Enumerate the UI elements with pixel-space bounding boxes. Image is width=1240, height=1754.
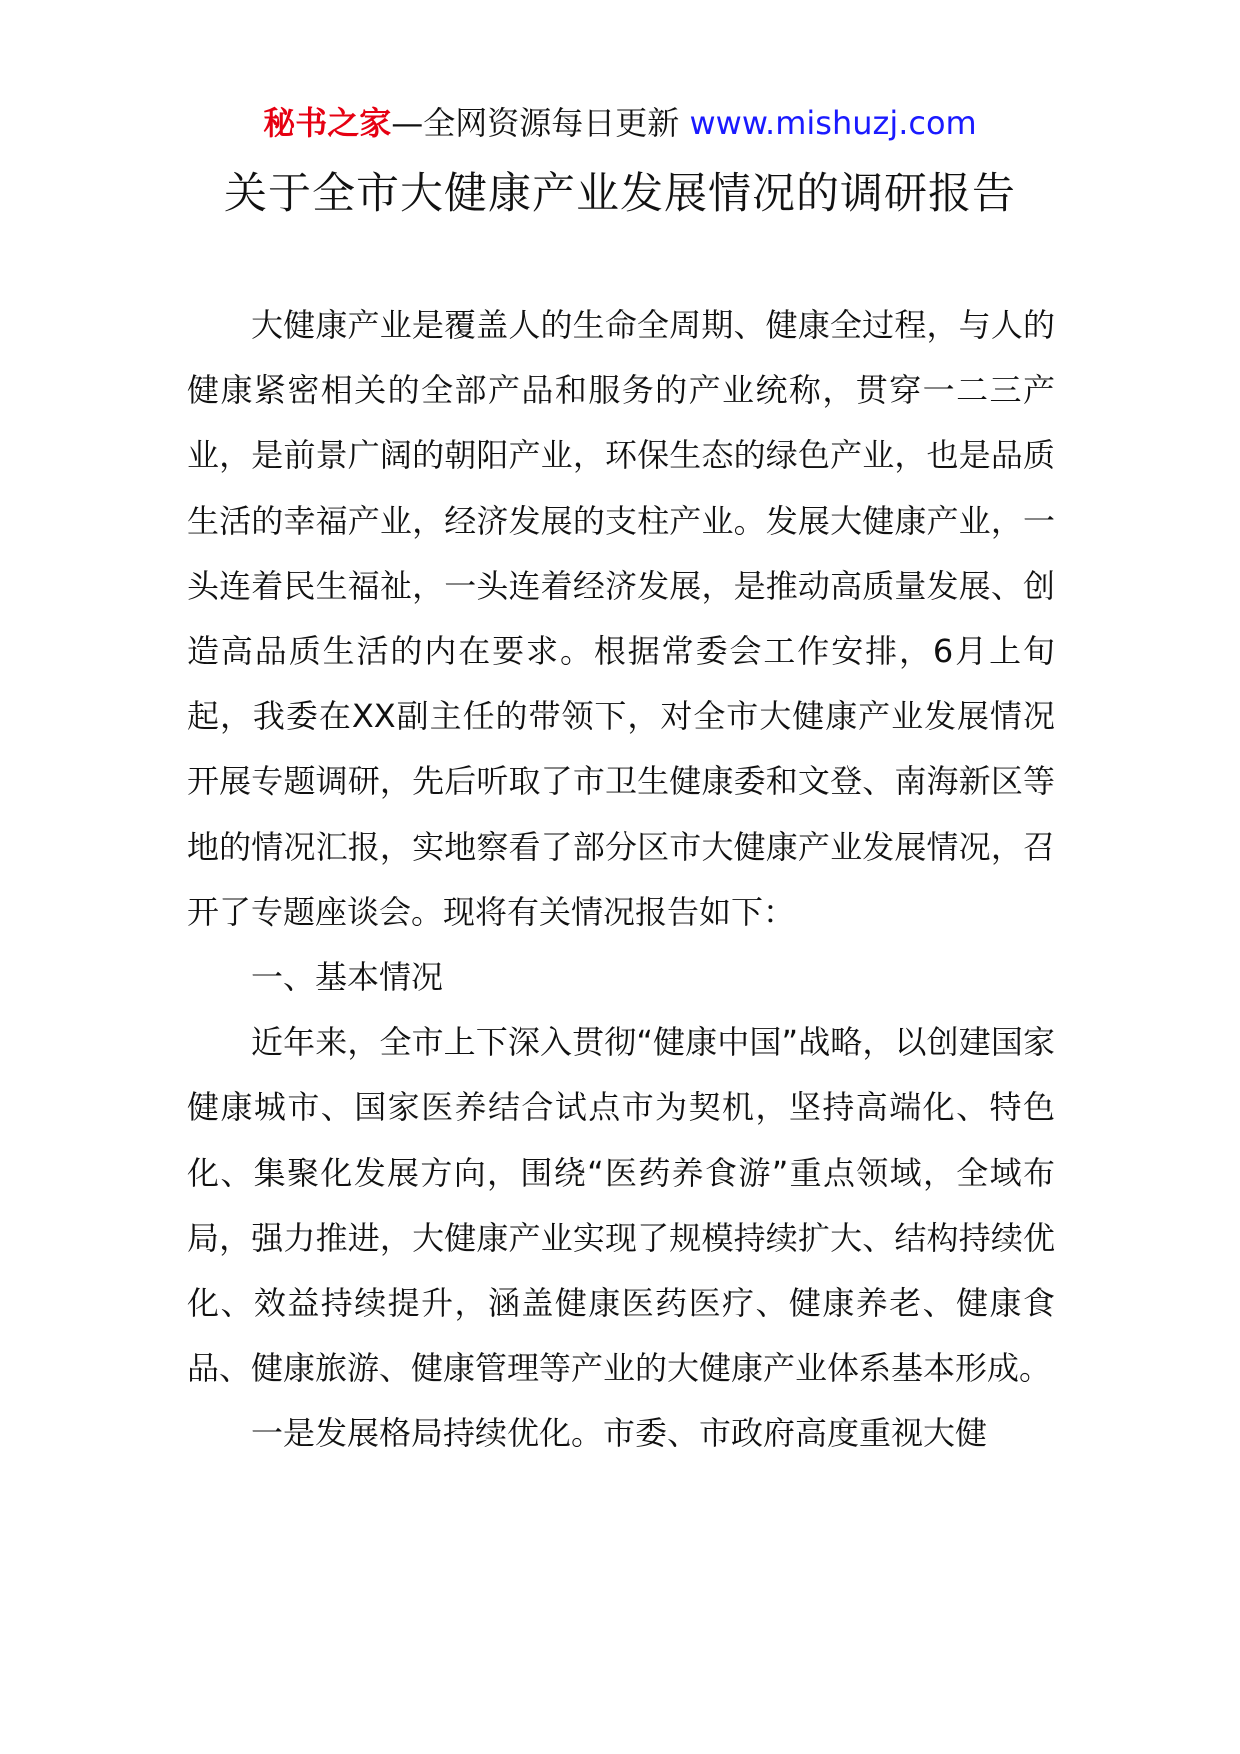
brand-name: 秘书之家: [263, 104, 392, 142]
document-title: 关于全市大健康产业发展情况的调研报告: [224, 169, 1016, 219]
site-url-link[interactable]: www.mishuzj.com: [689, 104, 977, 142]
first-point-paragraph: 一是发展格局持续优化。市委、市政府高度重视大健: [251, 1414, 988, 1453]
document-body: [187, 293, 1055, 1467]
header-tagline: —全网资源每日更新: [391, 104, 680, 142]
overview-paragraph: 近年来，全市上下深入贯彻“健康中国”战略，以创建国家健康城市、国家医养结合试点市为契机，坚持高端化、特色化、集聚化发展方向，围绕“医药养食游”重点领域，全域布局，强力推进，大健康产业实现了规模持续扩大、结构持续优化、效益持续提升，涵盖健康医药医疗、健康养老、健康食品、健康旅游、健康管理等产业的大健康产业体系基本形成。: [187, 1023, 1055, 1388]
intro-paragraph: 大健康产业是覆盖人的生命全周期、健康全过程，与人的健康紧密相关的全部产品和服务的产业统称，贯穿一二三产业，是前景广阔的朝阳产业，环保生态的绿色产业，也是品质生活的幸福产业，经济发展的支柱产业。发展大健康产业，一头连着民生福祉，一头连着经济发展，是推动高质量发展、创造高品质生活的内在要求。根据常委会工作安排，6月上旬起，我委在XX副主任的带领下，对全市大健康产业发展情况开展专题调研，先后听取了市卫生健康委和文登、南海新区等地的情况汇报，实地察看了部分区市大健康产业发展情况，召开了专题座谈会。现将有关情况报告如下：: [187, 306, 1055, 931]
site-header: [0, 101, 1240, 145]
section-heading-basic-situation: 一、基本情况: [251, 958, 444, 997]
